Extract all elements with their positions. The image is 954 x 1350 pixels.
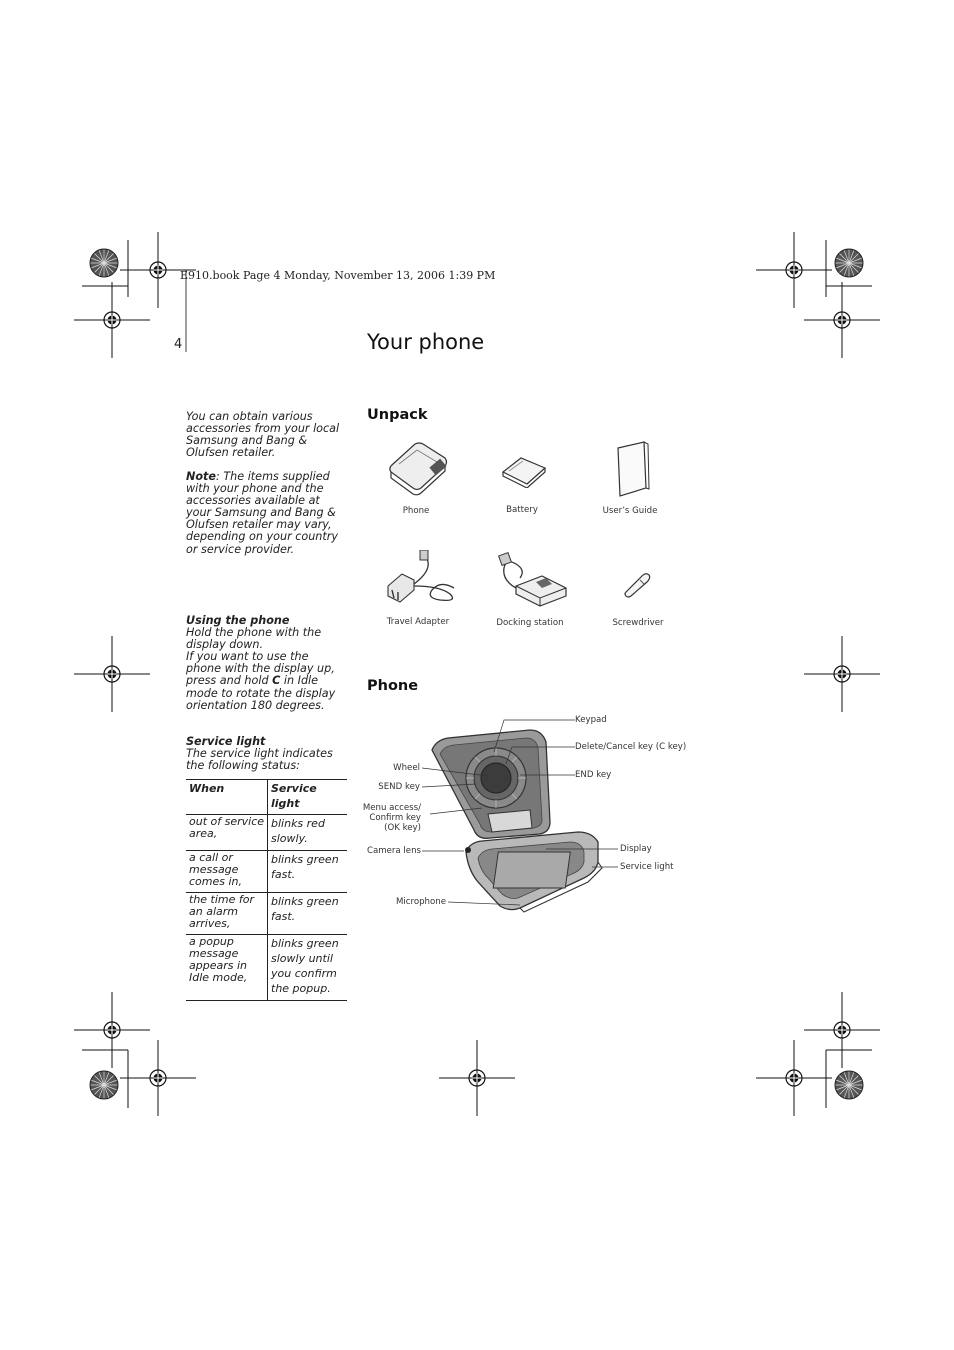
service-heading: Service light	[186, 735, 266, 748]
label-microphone: Microphone	[395, 897, 446, 907]
c-key-label: C	[272, 674, 281, 688]
label-service-light: Service light	[620, 862, 674, 872]
label-send-key: SEND key	[378, 782, 420, 792]
intro-text: You can obtain various accessories from your local Samsung and Bang & Olufsen retailer.	[186, 410, 340, 460]
table-row	[186, 893, 347, 935]
unpack-caption-battery: Battery	[506, 505, 538, 515]
using-text-1: Hold the phone with the display down.	[186, 626, 322, 652]
docking-station-illustration	[496, 550, 572, 608]
unpack-caption-screwdriver: Screwdriver	[612, 618, 664, 628]
phone-heading: Phone	[367, 678, 419, 694]
label-camera-lens: Camera lens	[366, 846, 421, 856]
note-text: : The items supplied with your phone and the accessories available at your Samsung and Bang & Olufsen retailer may vary, depending on your country or service provider.	[186, 470, 339, 556]
label-end-key: END key	[575, 770, 612, 780]
sidebar-intro	[186, 411, 346, 459]
unpack-caption-docking-station: Docking station	[496, 618, 564, 628]
table-cell: out of service area,	[186, 815, 268, 851]
table-row	[186, 851, 347, 893]
table-header-row	[186, 780, 347, 815]
print-file-info: E910.book Page 4 Monday, November 13, 2006 1:39 PM	[180, 269, 496, 282]
label-wheel: Wheel	[393, 763, 420, 773]
note-label: Note	[186, 470, 216, 483]
label-menu-line-3: (OK key)	[384, 823, 421, 833]
service-text: The service light indicates the following status:	[186, 747, 333, 773]
battery-illustration	[499, 454, 549, 488]
table-cell: blinks green fast.	[268, 851, 348, 893]
service-light-section	[186, 736, 346, 772]
service-light-table	[186, 779, 347, 1001]
unpack-caption-users-guide: User’s Guide	[602, 506, 658, 516]
label-delete-cancel-key: Delete/Cancel key (C key)	[575, 742, 687, 752]
label-menu-line-2: Confirm key	[369, 813, 421, 823]
page-number: 4	[174, 337, 183, 352]
table-header-when: When	[186, 780, 268, 815]
table-cell: blinks red slowly.	[268, 815, 348, 851]
sidebar-note	[186, 471, 346, 556]
label-menu-access-ok-key	[350, 803, 421, 833]
page-title: Your phone	[367, 330, 485, 354]
using-text-2b: in Idle mode to rotate the display orientation 180 degrees.	[186, 674, 336, 712]
label-keypad: Keypad	[575, 715, 607, 725]
table-cell: blinks green fast.	[268, 893, 348, 935]
users-guide-illustration	[612, 440, 652, 498]
using-heading: Using the phone	[186, 614, 290, 627]
unpack-heading: Unpack	[367, 407, 428, 423]
using-text-2a: If you want to use the phone with the display up, press and hold	[186, 650, 335, 688]
label-display: Display	[620, 844, 652, 854]
travel-adapter-illustration	[380, 550, 464, 608]
using-the-phone-section	[186, 615, 346, 712]
table-cell: the time for an alarm arrives,	[186, 893, 268, 935]
phone-illustration	[385, 440, 451, 496]
label-menu-line-1: Menu access/	[362, 803, 421, 813]
table-cell: a popup message appears in Idle mode,	[186, 935, 268, 1001]
screwdriver-illustration	[622, 570, 652, 598]
table-row	[186, 815, 347, 851]
unpack-caption-phone: Phone	[402, 506, 430, 516]
table-header-service-light: Service light	[268, 780, 348, 815]
unpack-caption-travel-adapter: Travel Adapter	[386, 617, 450, 627]
table-cell: blinks green slowly until you confirm the popup.	[268, 935, 348, 1001]
table-cell: a call or message comes in,	[186, 851, 268, 893]
table-row	[186, 935, 347, 1001]
